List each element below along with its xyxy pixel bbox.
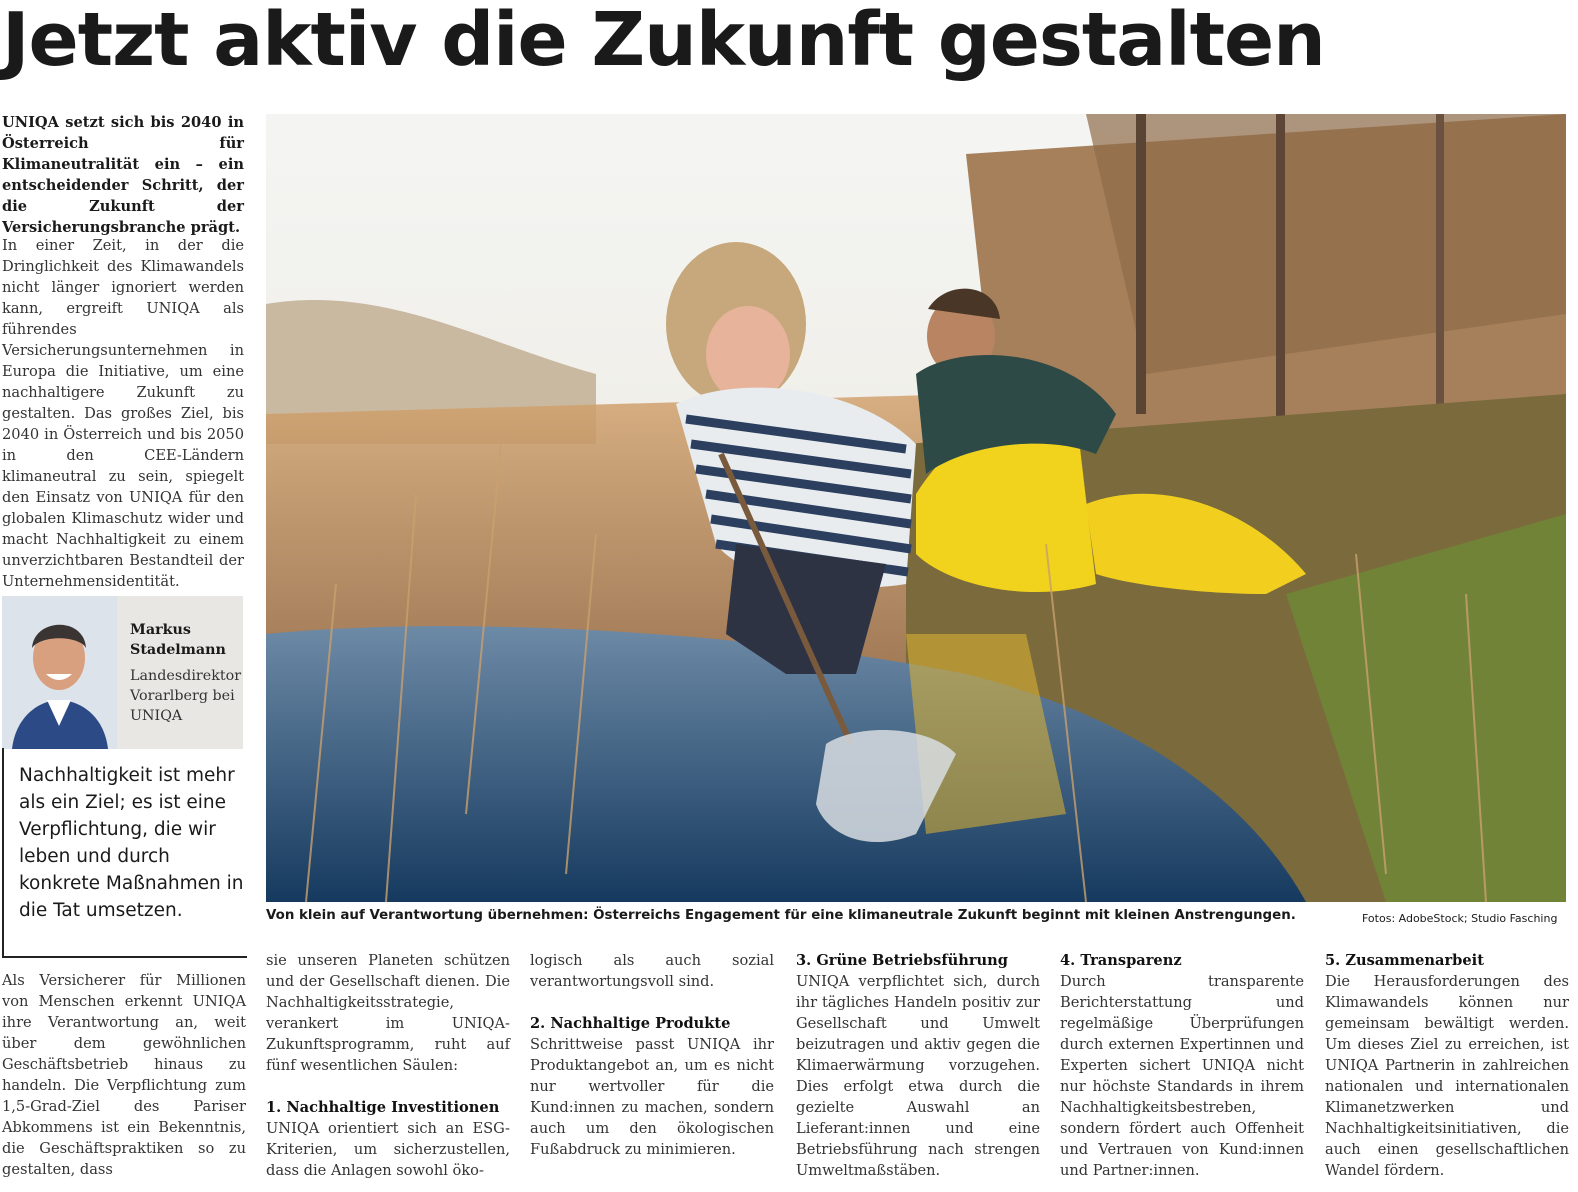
- lead-paragraph: UNIQA setzt sich bis 2040 in Österreich für Klimaneutralität ein – ein entscheidender Schritt, der die Zukunft der Versicherungsbranche prägt.: [2, 114, 244, 236]
- profile-role: Landesdirektor Vorarlberg bei UNIQA: [130, 668, 242, 724]
- profile-name: Markus Stadelmann: [130, 622, 226, 658]
- body-column-6: [1325, 950, 1569, 1181]
- section-text: Schrittweise passt UNIQA ihr Produktangebot an, um es nicht nur wertvoller für die Kund:innen zu machen, sondern auch um den ökologischen Fußabdruck zu minimieren.: [530, 1036, 774, 1158]
- section-title: 1. Nachhaltige Investitionen: [266, 1099, 500, 1116]
- section-text: Die Herausforderungen des Klimawandels können nur gemeinsam bewältigt werden. Um dieses Ziel zu erreichen, ist UNIQA Partnerin in zahlreichen nationalen und internationalen Klimanetzwerken und Nachhaltigkeitsinitiativen, die auch einen gesellschaftlichen Wandel fördern.: [1325, 973, 1569, 1179]
- body-column-2: [266, 950, 510, 1181]
- section-title: 3. Grüne Betriebsführung: [796, 952, 1008, 969]
- section-title: 4. Transparenz: [1060, 952, 1182, 969]
- section-text: UNIQA orientiert sich an ESG-Kriterien, um sicherzustellen, dass die Anlagen sowohl öko-: [266, 1120, 510, 1179]
- body-column-5: [1060, 950, 1304, 1181]
- photo-credit: Fotos: AdobeStock; Studio Fasching: [1362, 912, 1558, 925]
- body-paragraph: sie unseren Planeten schützen und der Gesellschaft dienen. Die Nachhaltigkeitsstrategie, verankert im UNIQA-Zukunftsprogramm, ruht auf fünf wesentlichen Säulen:: [266, 952, 510, 1074]
- photo-illustration: [266, 114, 1566, 902]
- body-column-1: [2, 950, 246, 1180]
- portrait-photo: [2, 596, 117, 749]
- body-paragraph: Als Versicherer für Millionen von Menschen erkennt UNIQA ihre Verantwortung an, weit über dem gewöhnlichen Geschäftsbetrieb hinaus zu handeln. Die Verpflichtung zum 1,5-Grad-Ziel des Pariser Abkommens ist ein Bekenntnis, die Geschäftspraktiken so zu gestalten, dass: [2, 972, 246, 1178]
- section-title: 5. Zusammenarbeit: [1325, 952, 1484, 969]
- pull-quote: Nachhaltigkeit ist mehr als ein Ziel; es ist eine Verpflichtung, die wir leben und durch konkrete Maßnahmen in die Tat umsetzen.: [2, 748, 247, 958]
- intro-paragraph: In einer Zeit, in der die Dringlichkeit des Klimawandels nicht länger ignoriert werden kann, ergreift UNIQA als führendes Versicherungsunternehmen in Europa die Initiative, um eine nachhaltigere Zukunft zu gestalten. Das großes Ziel, bis 2040 in Österreich und bis 2050 in den CEE-Ländern klimaneutral zu sein, spiegelt den Einsatz von UNIQA für den globalen Klimaschutz wider und macht Nachhaltigkeit zu einem unverzichtbaren Bestandteil der Unternehmensidentität.: [2, 237, 244, 590]
- photo-caption: Von klein auf Verantwortung übernehmen: Österreichs Engagement für eine klimaneutrale Zukunft beginnt mit kleinen Anstrengungen.: [266, 908, 1296, 923]
- profile-box: [2, 596, 243, 749]
- body-column-3: [530, 950, 774, 1160]
- section-text: Durch transparente Berichterstattung und regelmäßige Überprüfungen durch externen Expertinnen und Experten sichert UNIQA nicht nur höchste Standards in ihrem Nachhaltigkeitsbestreben, sondern fördert auch Offenheit und Vertrauen von Kund:innen und Partner:innen.: [1060, 973, 1304, 1179]
- section-text: UNIQA verpflichtet sich, durch ihr tägliches Handeln positiv zur Gesellschaft und Umwelt beizutragen und aktiv gegen die Klimaerwärmung vorzugehen. Dies erfolgt etwa durch die gezielte Auswahl an Lieferant:innen und eine Betriebsführung nach strengen Umweltmaßstäben.: [796, 973, 1040, 1179]
- body-column-4: [796, 950, 1040, 1181]
- main-photo: [266, 114, 1566, 902]
- portrait-illustration: [2, 596, 117, 749]
- section-text: logisch als auch sozial verantwortungsvoll sind.: [530, 952, 774, 990]
- section-title: 2. Nachhaltige Produkte: [530, 1015, 731, 1032]
- headline: Jetzt aktiv die Zukunft gestalten: [2, 0, 1325, 83]
